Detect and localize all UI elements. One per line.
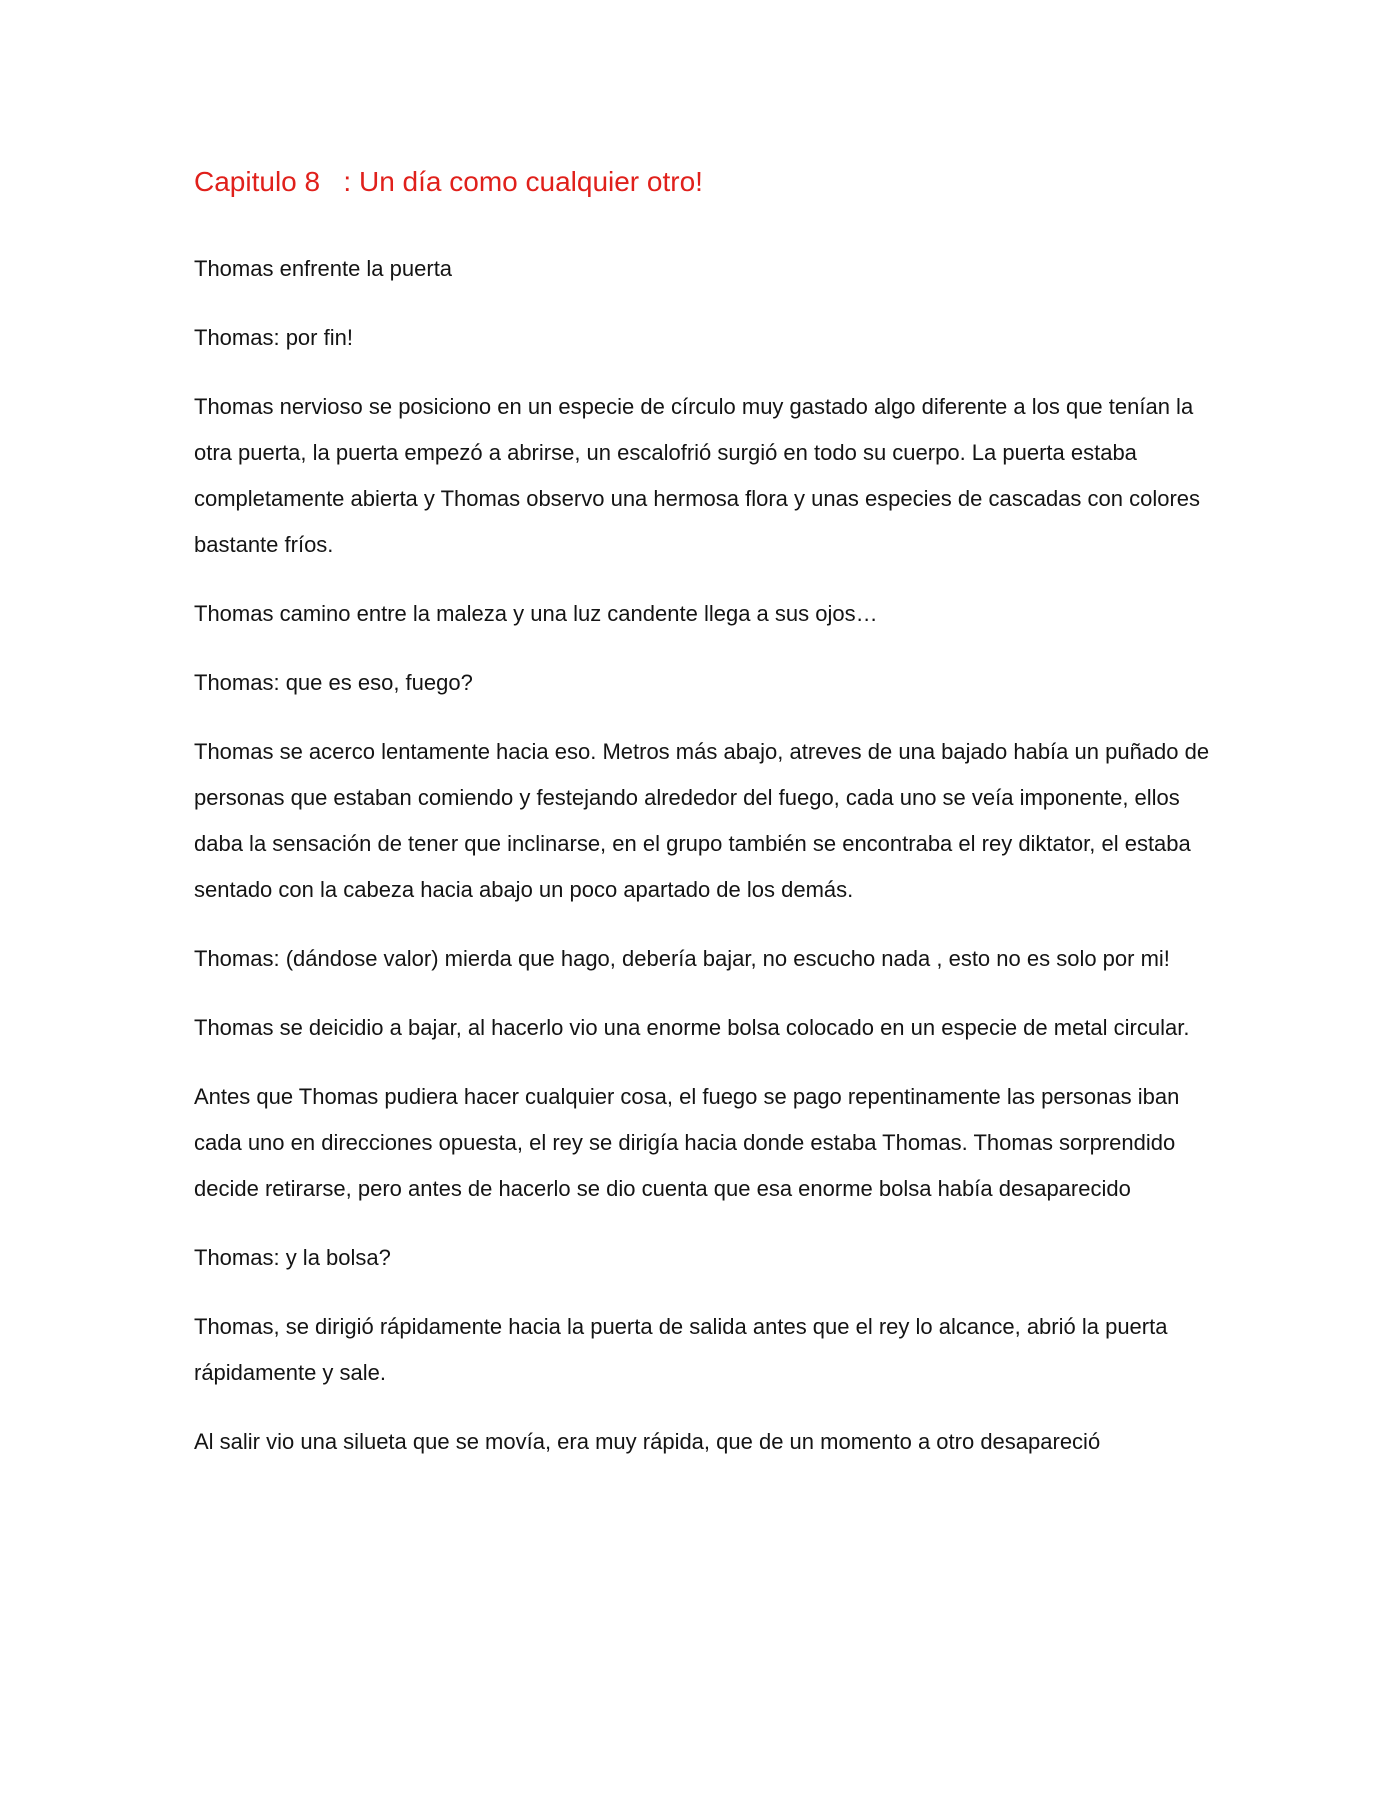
paragraph: Thomas se acerco lentamente hacia eso. Metros más abajo, atreves de una bajado había un puñado de personas que estaban comiendo y festejando alrededor del fuego, cada uno se veía imponente, ellos daba la sensación de tener que inclinarse, en el grupo también se encontraba el rey diktator, el estaba sentado con la cabeza hacia abajo un poco apartado de los demás. [194,739,1210,902]
paragraph: Thomas: por fin! [194,325,353,350]
paragraph: Thomas camino entre la maleza y una luz candente llega a sus ojos… [194,601,878,626]
paragraph: Thomas se deicidio a bajar, al hacerlo vio una enorme bolsa colocado en un especie de metal circular. [194,1015,1190,1040]
paragraph: Thomas enfrente la puerta [194,256,453,281]
paragraph: Thomas, se dirigió rápidamente hacia la puerta de salida antes que el rey lo alcance, abrió la puerta rápidamente y sale. [194,1314,1168,1385]
paragraph: Thomas nervioso se posiciono en un especie de círculo muy gastado algo diferente a los que tenían la otra puerta, la puerta empezó a abrirse, un escalofrió surgió en todo su cuerpo. La puerta estaba completamente abierta y Thomas observo una hermosa flora y unas especies de cascadas con colores bastante fríos. [194,394,1201,557]
paragraph: Thomas: que es eso, fuego? [194,670,473,695]
chapter-title: Capitulo 8 : Un día como cualquier otro! [194,166,703,197]
paragraph: Thomas: (dándose valor) mierda que hago, debería bajar, no escucho nada , esto no es solo por mi! [194,946,1170,971]
paragraph: Al salir vio una silueta que se movía, era muy rápida, que de un momento a otro desapareció [194,1429,1101,1454]
paragraph: Antes que Thomas pudiera hacer cualquier cosa, el fuego se pago repentinamente las personas iban cada uno en direcciones opuesta, el rey se dirigía hacia donde estaba Thomas. Thomas sorprendido decide retirarse, pero antes de hacerlo se dio cuenta que esa enorme bolsa había desaparecido [194,1084,1180,1201]
document-page [194,160,1214,1488]
paragraph: Thomas: y la bolsa? [194,1245,391,1270]
